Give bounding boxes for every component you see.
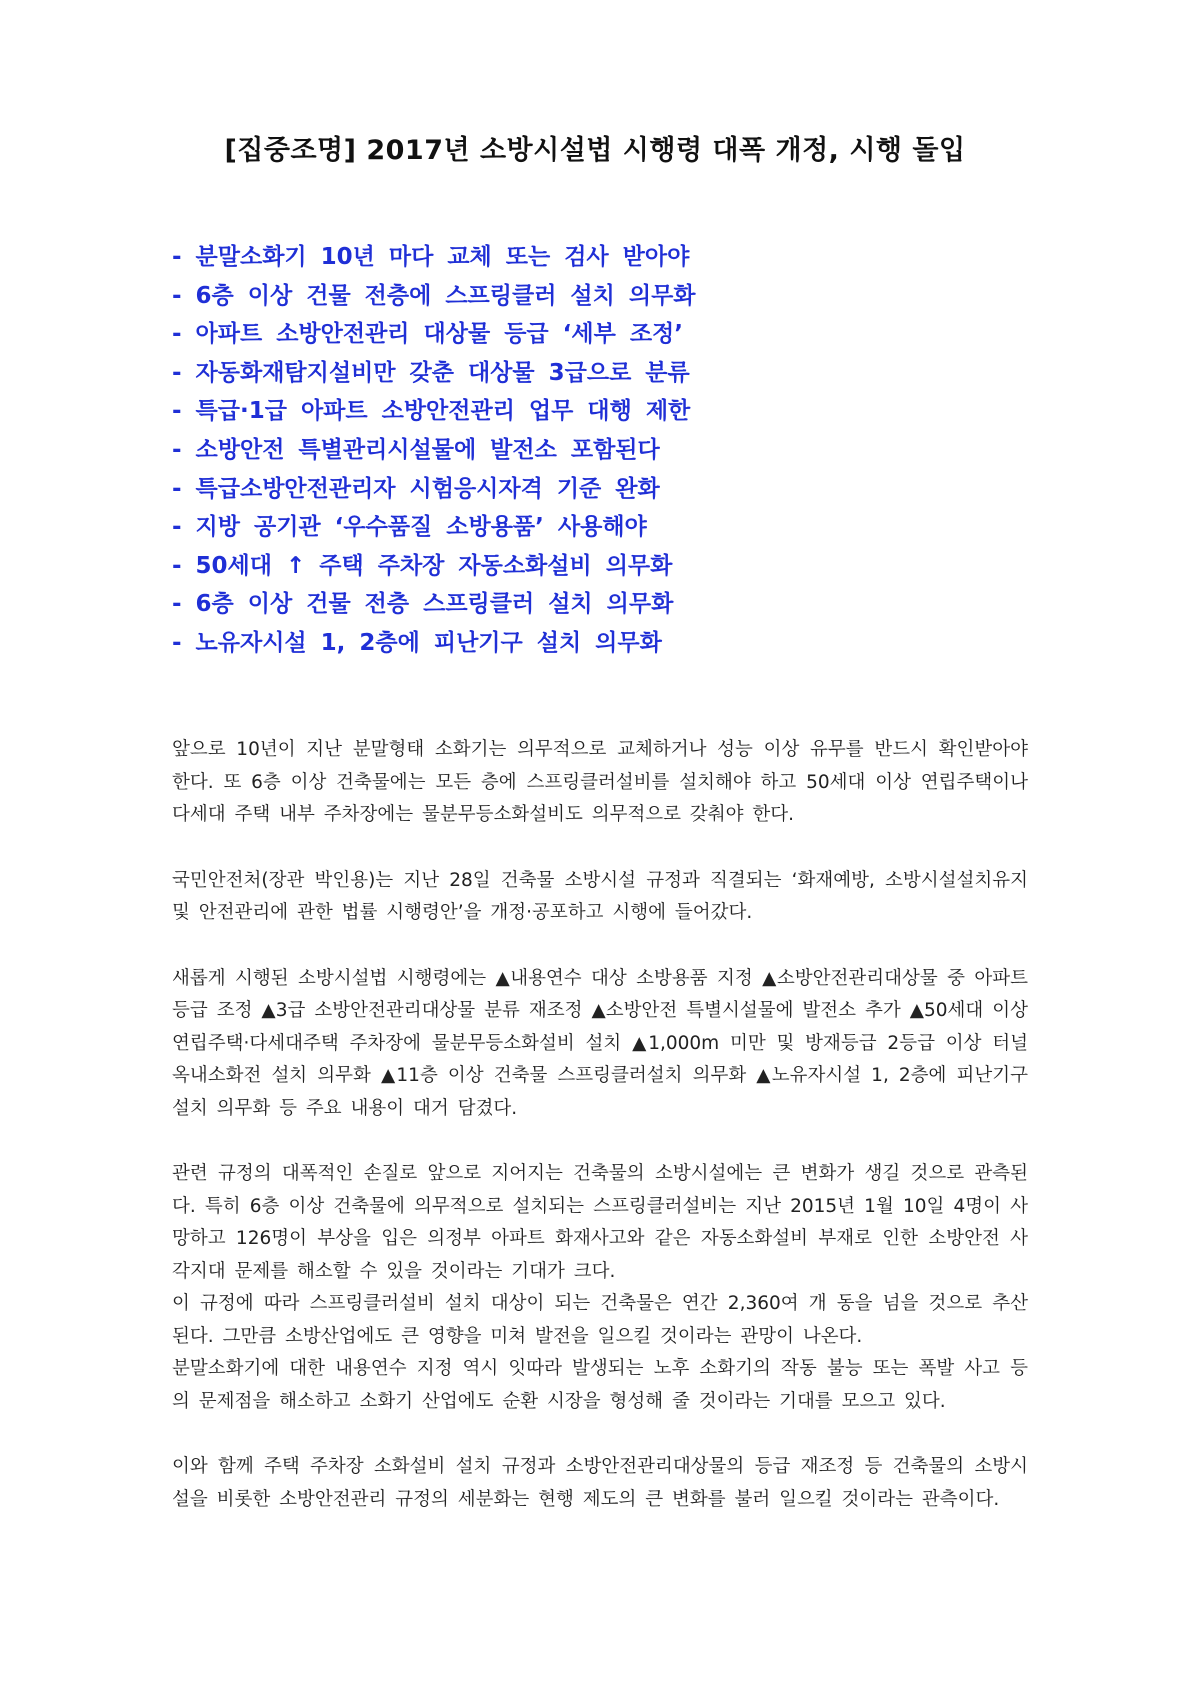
article-body [172, 734, 1028, 1549]
body-paragraph: 새롭게 시행된 소방시설법 시행령에는 ▲내용연수 대상 소방용품 지정 ▲소방안전관리대상물 중 아파트 등급 조정 ▲3급 소방안전관리대상물 분류 재조정 ▲소방안전 특별시설물에 발전소 추가 ▲50세대 이상 연립주택·다세대주택 주차장에 물분무등소화설비 설치 ▲1,000m 미만 및 방재등급 2등급 이상 터널 옥내소화전 설치 의무화 ▲11층 이상 건축물 스프링클러설치 의무화 ▲노유자시설 1, 2층에 피난기구 설치 의무화 등 주요 내용이 대거 담겼다. [172, 967, 1028, 1119]
body-paragraph: 이와 함께 주택 주차장 소화설비 설치 규정과 소방안전관리대상물의 등급 재조정 등 건축물의 소방시설을 비롯한 소방안전관리 규정의 세분화는 현행 제도의 큰 변화를 불러 일으킬 것이라는 관측이다. [172, 1456, 1028, 1510]
body-paragraph: 관련 규정의 대폭적인 손질로 앞으로 지어지는 건축물의 소방시설에는 큰 변화가 생길 것으로 관측된다. 특히 6층 이상 건축물에 의무적으로 설치되는 스프링클러설비는 지난 2015년 1월 10일 4명이 사망하고 126명이 부상을 입은 의정부 아파트 화재사고와 같은 자동소화설비 부재로 인한 소방안전 사각지대 문제를 해소할 수 있을 것이라는 기대가 크다. [172, 1163, 1028, 1282]
highlight-item: - 50세대 ↑ 주택 주차장 자동소화설비 의무화 [172, 552, 673, 579]
highlight-item: - 지방 공기관 ‘우수품질 소방용품’ 사용해야 [172, 514, 647, 541]
body-paragraph: 이 규정에 따라 스프링클러설비 설치 대상이 되는 건축물은 연간 2,360여 개 동을 넘을 것으로 추산된다. 그만큼 소방산업에도 큰 영향을 미쳐 발전을 일으킬 것이라는 관망이 나온다. [172, 1293, 1028, 1347]
body-paragraph: 국민안전처(장관 박인용)는 지난 28일 건축물 소방시설 규정과 직결되는 ‘화재예방, 소방시설설치유지 및 안전관리에 관한 법률 시행령안’을 개정·공포하고 시행에 들어갔다. [172, 869, 1028, 923]
highlight-item: - 특급소방안전관리자 시험응시자격 기준 완화 [172, 475, 660, 502]
highlight-item: - 자동화재탐지설비만 갖춘 대상물 3급으로 분류 [172, 359, 690, 386]
highlight-item: - 아파트 소방안전관리 대상물 등급 ‘세부 조정’ [172, 321, 683, 348]
highlight-item: - 6층 이상 건물 전층 스프링클러 설치 의무화 [172, 591, 674, 618]
highlight-item: - 노유자시설 1, 2층에 피난기구 설치 의무화 [172, 629, 662, 656]
highlight-item: - 분말소화기 10년 마다 교체 또는 검사 받아야 [172, 244, 690, 270]
page-title: [집중조명] 2017년 소방시설법 시행령 대폭 개정, 시행 돌입 [224, 135, 966, 166]
body-paragraph: 앞으로 10년이 지난 분말형태 소화기는 의무적으로 교체하거나 성능 이상 유무를 반드시 확인받아야 한다. 또 6층 이상 건축물에는 모든 층에 스프링클러설비를 설치해야 하고 50세대 이상 연립주택이나 다세대 주택 내부 주차장에는 물분무등소화설비도 의무적으로 갖춰야 한다. [172, 739, 1028, 825]
body-paragraph: 분말소화기에 대한 내용연수 지정 역시 잇따라 발생되는 노후 소화기의 작동 불능 또는 폭발 사고 등의 문제점을 해소하고 소화기 산업에도 순환 시장을 형성해 줄 것이라는 기대를 모으고 있다. [172, 1358, 1028, 1412]
highlights-list [172, 238, 1072, 663]
highlight-item: - 소방안전 특별관리시설물에 발전소 포함된다 [172, 436, 660, 463]
highlight-item: - 특급·1급 아파트 소방안전관리 업무 대행 제한 [172, 398, 691, 425]
highlight-item: - 6층 이상 건물 전층에 스프링클러 설치 의무화 [172, 282, 696, 309]
